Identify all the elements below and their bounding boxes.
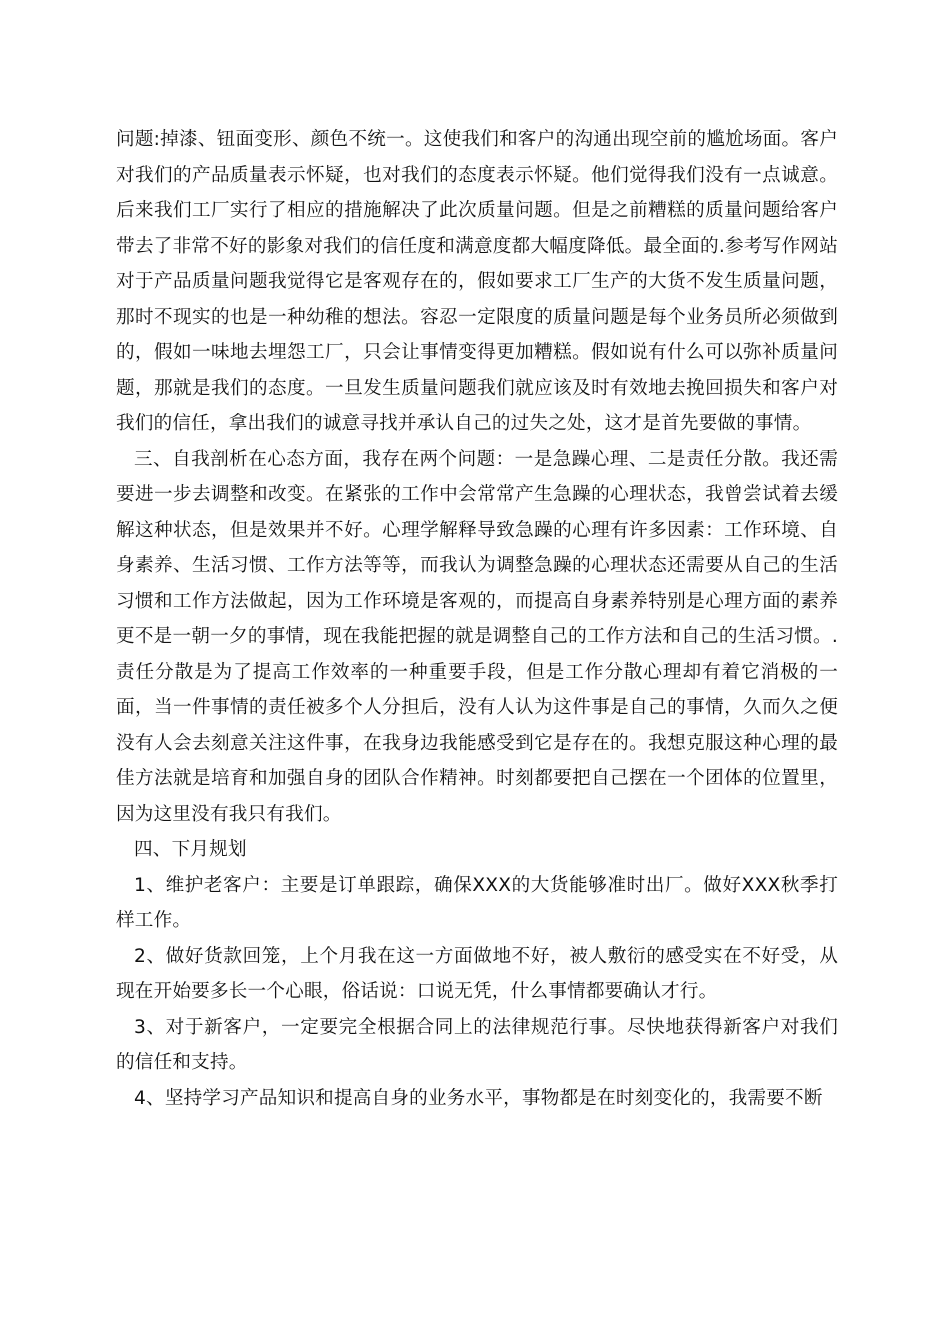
plan-item-4: 4、坚持学习产品知识和提高自身的业务水平，事物都是在时刻变化的，我需要不断 (134, 1087, 823, 1109)
plan-item-1: 1、维护老客户：主要是订单跟踪，确保XXX的大货能够准时出厂。做好XXX秋季打样工作。 (116, 874, 838, 931)
section-heading-next-month-plan: 四、下月规划 (134, 839, 247, 860)
plan-item-3: 3、对于新客户，一定要完全根据合同上的法律规范行事。尽快地获得新客户对我们的信任和支持。 (116, 1016, 838, 1073)
paragraph-self-analysis: 三、自我剖析在心态方面，我存在两个问题：一是急躁心理、二是责任分散。我还需要进一步去调整和改变。在紧张的工作中会常常产生急躁的心理状态，我曾尝试着去缓解这种状态，但是效果并不好。心理学解释导致急躁的心理有许多因素：工作环境、自身素养、生活习惯、工作方法等等，而我认为调整急躁的心理状态还需要从自己的生活习惯和工作方法做起，因为工作环境是客观的，而提高自身素养特别是心理方面的素养更不是一朝一夕的事情，现在我能把握的就是调整自己的工作方法和自己的生活习惯。.责任分散是为了提高工作效率的一种重要手段，但是工作分散心理却有着它消极的一面，当一件事情的责任被多个人分担后，没有人认为这件事是自己的事情，久而久之便没有人会去刻意关注这件事，在我身边我能感受到它是存在的。我想克服这种心理的最佳方法就是培育和加强自身的团队合作精神。时刻都要把自己摆在一个团体的位置里，因为这里没有我只有我们。 (116, 448, 838, 825)
plan-item-2: 2、做好货款回笼，上个月我在这一方面做地不好，被人敷衍的感受实在不好受，从现在开始要多长一个心眼，俗话说：口说无凭，什么事情都要确认才行。 (116, 945, 838, 1002)
document-body (116, 122, 838, 1116)
paragraph-quality-issues: 问题:掉漆、钮面变形、颜色不统一。这使我们和客户的沟通出现空前的尴尬场面。客户对我们的产品质量表示怀疑，也对我们的态度表示怀疑。他们觉得我们没有一点诚意。后来我们工厂实行了相应的措施解决了此次质量问题。但是之前糟糕的质量问题给客户带去了非常不好的影象对我们的信任度和满意度都大幅度降低。最全面的.参考写作网站对于产品质量问题我觉得它是客观存在的，假如要求工厂生产的大货不发生质量问题，那时不现实的也是一种幼稚的想法。容忍一定限度的质量问题是每个业务员所必须做到的，假如一味地去埋怨工厂，只会让事情变得更加糟糕。假如说有什么可以弥补质量问题，那就是我们的态度。一旦发生质量问题我们就应该及时有效地去挽回损失和客户对我们的信任，拿出我们的诚意寻找并承认自己的过失之处，这才是首先要做的事情。 (116, 129, 838, 434)
